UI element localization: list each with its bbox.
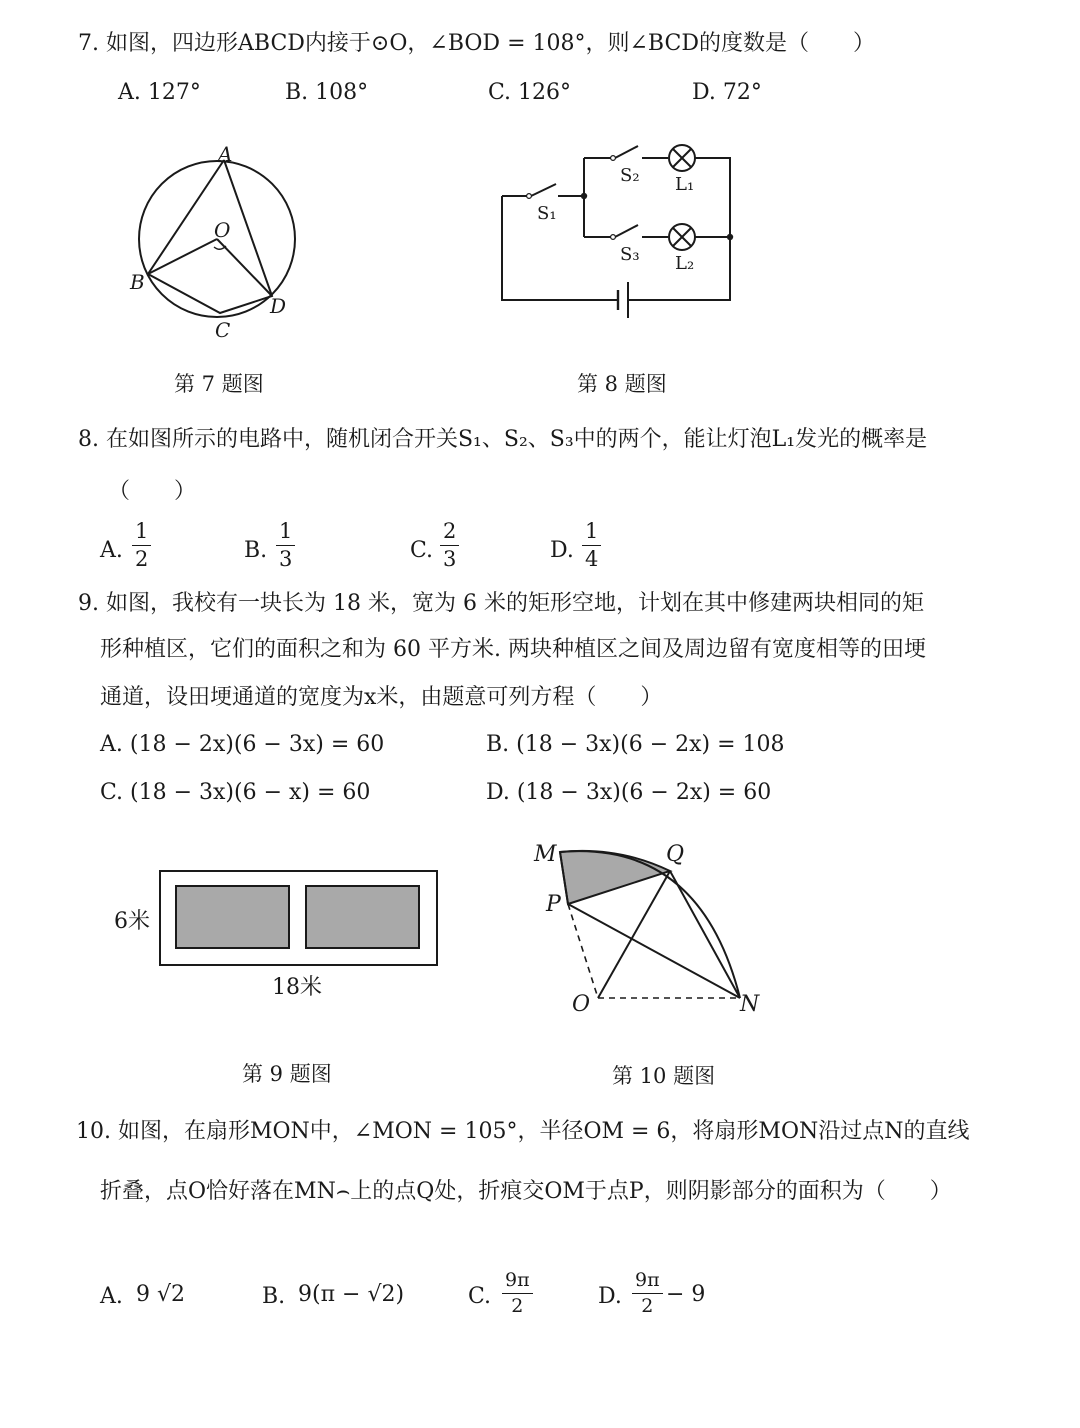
q8-stem-cont: （ ） bbox=[108, 479, 197, 504]
q8-label-s1: S₁ bbox=[537, 203, 557, 224]
q10-option-d-den: 2 bbox=[641, 1294, 654, 1317]
q8-option-c-letter[interactable]: C. bbox=[410, 538, 434, 563]
q10-option-d-fraction[interactable] bbox=[632, 1270, 663, 1317]
q7-option-b[interactable]: B. 108° bbox=[285, 80, 369, 105]
q9-length-label: 18米 bbox=[272, 975, 322, 1000]
q9-option-a[interactable]: A. (18 − 2x)(6 − 3x) = 60 bbox=[100, 732, 385, 757]
q9-stem-line3: 通道，设田埂通道的宽度为x米，由题意可列方程（ ） bbox=[100, 685, 663, 710]
q7-option-c[interactable]: C. 126° bbox=[488, 80, 572, 105]
q8-option-a-num: 1 bbox=[132, 520, 151, 546]
q8-option-a-letter[interactable]: A. bbox=[100, 538, 123, 563]
q10-option-a-letter[interactable]: A. bbox=[100, 1284, 123, 1309]
q10-option-d-letter[interactable]: D. bbox=[598, 1284, 622, 1309]
q7-option-d[interactable]: D. 72° bbox=[692, 80, 762, 105]
q8-option-d-letter[interactable]: D. bbox=[550, 538, 574, 563]
q7-label-c: C bbox=[215, 318, 231, 342]
q9-option-c[interactable]: C. (18 − 3x)(6 − x) = 60 bbox=[100, 780, 371, 805]
q10-option-c-num: 9π bbox=[502, 1270, 533, 1294]
q8-option-b-letter[interactable]: B. bbox=[244, 538, 268, 563]
q8-option-c-den: 3 bbox=[443, 547, 457, 572]
q10-label-q: Q bbox=[666, 842, 685, 867]
q9-stem-line2: 形种植区，它们的面积之和为 60 平方米. 两块种植区之间及周边留有宽度相等的田埂 bbox=[100, 637, 926, 662]
q10-option-d-tail: − 9 bbox=[666, 1282, 706, 1307]
q9-width-label: 6米 bbox=[114, 909, 150, 934]
q10-figure-caption: 第 10 题图 bbox=[612, 1064, 716, 1088]
q8-label-s2: S₂ bbox=[620, 165, 640, 186]
q10-option-c-fraction[interactable] bbox=[502, 1270, 533, 1317]
q8-figure-caption: 第 8 题图 bbox=[577, 372, 667, 396]
q8-option-d-num: 1 bbox=[582, 520, 601, 546]
q7-label-a: A bbox=[218, 142, 233, 166]
q9-option-d[interactable]: D. (18 − 3x)(6 − 2x) = 60 bbox=[486, 780, 772, 805]
q10-option-d-num: 9π bbox=[632, 1270, 663, 1294]
q7-stem: 7. 如图，四边形ABCD内接于⊙O，∠BOD = 108°，则∠BCD的度数是（ ） bbox=[78, 31, 875, 56]
q7-figure-caption: 第 7 题图 bbox=[174, 372, 264, 396]
q10-option-c-letter[interactable]: C. bbox=[468, 1284, 492, 1309]
q7-label-d: D bbox=[270, 294, 287, 318]
q7-label-o: O bbox=[214, 218, 231, 242]
q8-option-b-num: 1 bbox=[276, 520, 295, 546]
q8-option-c-num: 2 bbox=[440, 520, 459, 546]
q8-option-a-den: 2 bbox=[135, 547, 149, 572]
q8-label-l1: L₁ bbox=[675, 174, 695, 195]
q10-shaded-region bbox=[560, 851, 670, 904]
q10-label-n: N bbox=[740, 992, 760, 1017]
q10-stem-line2: 折叠，点O恰好落在MN⌢上的点Q处，折痕交OM于点P，则阴影部分的面积为（ ） bbox=[100, 1179, 952, 1204]
q7-option-a[interactable]: A. 127° bbox=[118, 80, 201, 105]
q10-label-m: M bbox=[534, 842, 557, 867]
q9-figure-caption: 第 9 题图 bbox=[242, 1062, 332, 1086]
q10-option-c-den: 2 bbox=[511, 1294, 524, 1317]
q10-option-a-value[interactable]: 9 √2 bbox=[136, 1282, 186, 1307]
q8-label-s3: S₃ bbox=[620, 244, 640, 265]
q8-option-b-den: 3 bbox=[279, 547, 293, 572]
q8-option-d-den: 4 bbox=[585, 547, 599, 572]
q10-label-o: O bbox=[572, 992, 591, 1017]
q10-stem-line1: 10. 如图，在扇形MON中，∠MON = 105°，半径OM = 6，将扇形MON沿过点N的直线 bbox=[76, 1119, 970, 1144]
q8-label-l2: L₂ bbox=[675, 253, 695, 274]
q10-option-b-value[interactable]: 9(π − √2) bbox=[298, 1282, 405, 1307]
q7-label-b: B bbox=[130, 270, 145, 294]
q9-option-b[interactable]: B. (18 − 3x)(6 − 2x) = 108 bbox=[486, 732, 785, 757]
q10-option-b-letter[interactable]: B. bbox=[262, 1284, 286, 1309]
q10-label-p: P bbox=[546, 892, 561, 917]
q8-stem: 8. 在如图所示的电路中，随机闭合开关S₁、S₂、S₃中的两个，能让灯泡L₁发光的概率是 bbox=[78, 427, 928, 452]
q9-stem-line1: 9. 如图，我校有一块长为 18 米，宽为 6 米的矩形空地，计划在其中修建两块相同的矩 bbox=[78, 591, 924, 616]
